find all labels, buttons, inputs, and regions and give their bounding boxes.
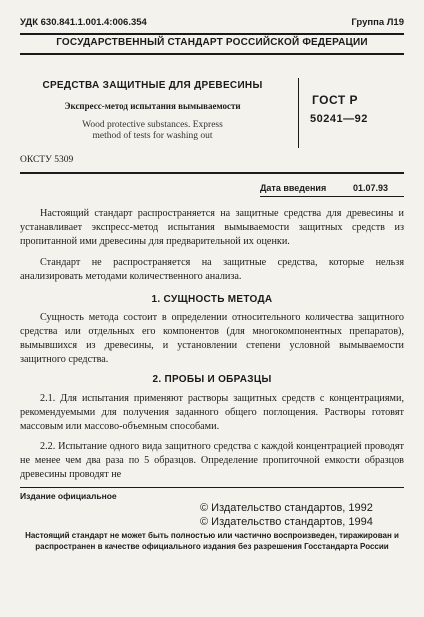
title-divider xyxy=(298,78,299,148)
english-title-line2: method of tests for washing out xyxy=(92,131,213,141)
gost-label: ГОСТ Р xyxy=(312,93,359,107)
english-title xyxy=(20,120,285,142)
title-block-rule xyxy=(20,172,404,174)
section-2-paragraph-1: 2.1. Для испытания применяют растворы защитных средств с концентрациями, рекомендуемыми для получения заданного общего поглощения. Растворы готовят массовым или массово-объемным способами. xyxy=(20,393,404,432)
header-rule-top xyxy=(20,33,404,35)
intro-paragraph-1: Настоящий стандарт распространяется на защитные средства для древесины и устанавливает экспресс-метод испытания вымываемости защитных средств из пропитанной ими древесины для предварительной их оценки. xyxy=(20,208,404,247)
intro-date-underline xyxy=(260,196,404,197)
header-rule-bottom xyxy=(20,53,404,55)
reproduction-notice: Настоящий стандарт не может быть полностью или частично воспроизведен, тиражирован и распространен в качестве официального издания без разрешения Госстандарта России xyxy=(25,531,399,551)
udk-code: УДК 630.841.1.001.4:006.354 xyxy=(20,17,147,28)
section-1-text: Сущность метода состоит в определении относительного количества защитного средства или отдельных его компонентов (для многокомпонентных препаратов), вымывшихся из древесины, и установлении степени условной вымываемости защитного средства. xyxy=(20,312,404,365)
intro-paragraph-2: Стандарт не распространяется на защитные средства, которые нельзя анализировать методами количественного анализа. xyxy=(20,257,404,282)
section-1-heading: 1. СУЩНОСТЬ МЕТОДА xyxy=(151,294,273,305)
copyright-1992: © Издательство стандартов, 1992 xyxy=(200,502,373,514)
english-title-line1: Wood protective substances. Express xyxy=(82,120,223,130)
standard-title: ГОСУДАРСТВЕННЫЙ СТАНДАРТ РОССИЙСКОЙ ФЕДЕРАЦИИ xyxy=(56,37,368,48)
document-title: СРЕДСТВА ЗАЩИТНЫЕ ДЛЯ ДРЕВЕСИНЫ xyxy=(42,80,263,91)
intro-date-value: 01.07.93 xyxy=(353,183,389,193)
copyright-1994: © Издательство стандартов, 1994 xyxy=(200,516,373,528)
official-edition-label: Издание официальное xyxy=(20,491,117,501)
footer-rule xyxy=(20,487,404,488)
intro-date-label: Дата введения xyxy=(260,183,327,193)
okstu-code: ОКСТУ 5309 xyxy=(20,155,74,165)
group-code: Группа Л19 xyxy=(351,17,404,28)
document-subtitle: Экспресс-метод испытания вымываемости xyxy=(64,101,241,111)
section-2-paragraph-2: 2.2. Испытание одного вида защитного средства с каждой концентрацией проводят не менее чем два раза по 5 образцов. Определение пропиточной емкости образцов древесины проводят не xyxy=(20,441,404,480)
section-2-heading: 2. ПРОБЫ И ОБРАЗЦЫ xyxy=(152,374,272,385)
gost-number: 50241—92 xyxy=(310,113,368,125)
